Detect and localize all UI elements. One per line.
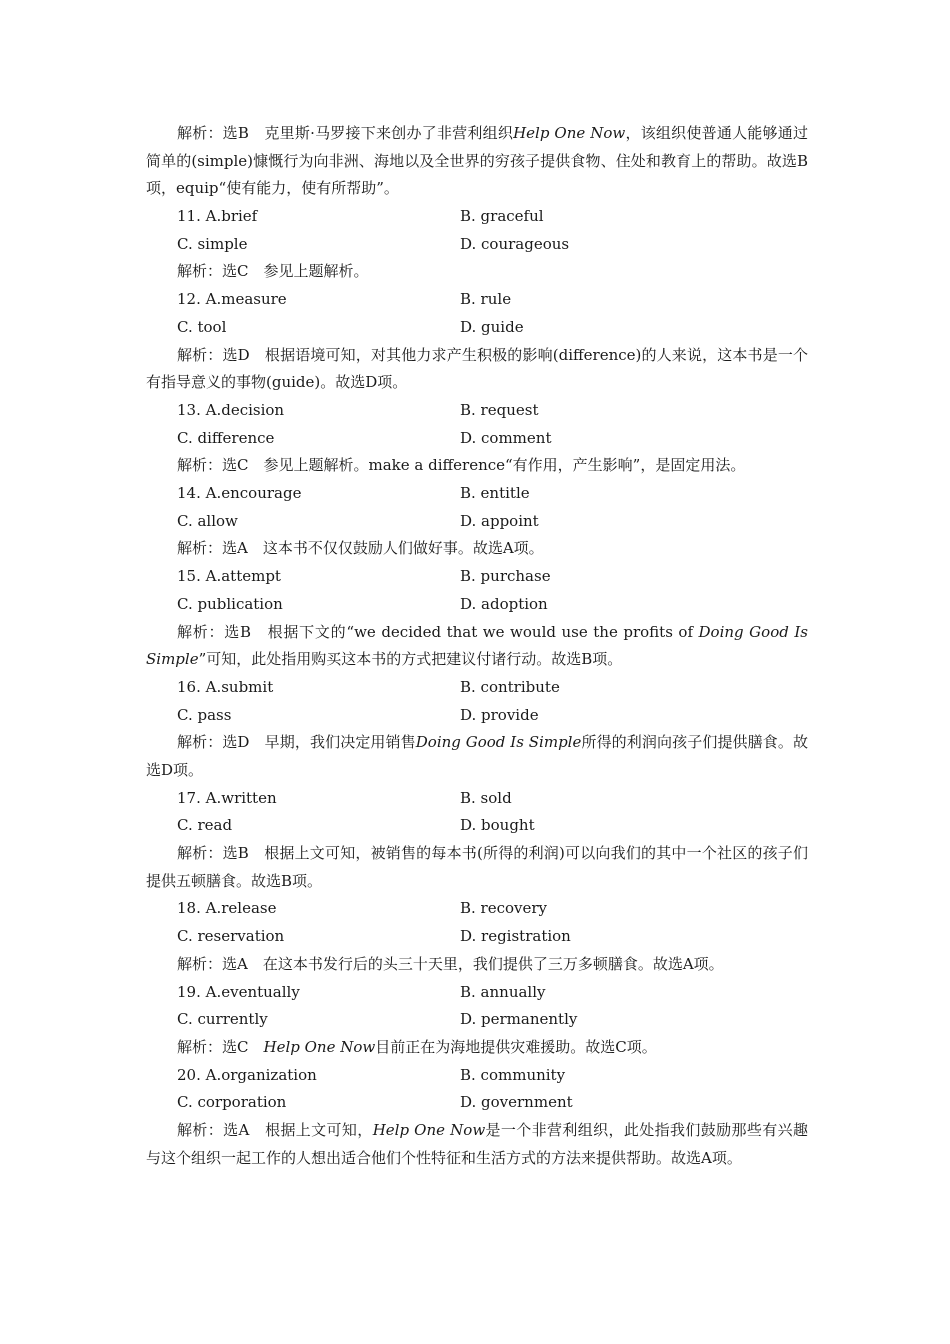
option-right: D. permanently [460, 1010, 578, 1029]
option-row [146, 286, 808, 314]
option-right: B. community [460, 1065, 566, 1084]
option-right: D. adoption [460, 594, 548, 613]
analysis-text: ”可知，此处指用购买这本书的方式把建议付诸行动。故选B项。 [198, 650, 623, 669]
analysis-paragraph [146, 258, 808, 286]
analysis-text: 解析：选A 这本书不仅仅鼓励人们做好事。故选A项。 [177, 539, 544, 558]
italic-title: Help One Now [513, 124, 626, 142]
option-right: B. recovery [460, 899, 548, 918]
option-row [146, 231, 808, 259]
option-right: D. courageous [460, 234, 570, 253]
analysis-text: 目前正在为海地提供灾难援助。故选C项。 [375, 1037, 657, 1056]
option-left: C. read [177, 816, 233, 835]
analysis-paragraph [146, 342, 808, 397]
option-row [146, 812, 808, 840]
analysis-paragraph [146, 840, 808, 895]
analysis-text: 是一个非营利组织，此处指我们鼓励那些有兴趣与这个组织一起工作的人想出适合他们个性特征和生活方式的方法来提供帮助。故选A项。 [146, 1121, 808, 1167]
option-row [146, 508, 808, 536]
option-row [146, 203, 808, 231]
option-left: C. difference [177, 428, 275, 447]
option-left: 13. A.decision [177, 400, 285, 419]
analysis-text: ，该组织使普通人能够通过简单的(simple)慷慨行为向非洲、海地以及全世界的穷孩子提供食物、住处和教育上的帮助。故选B项，equip“使有能力，使有所帮助”。 [146, 124, 808, 198]
option-left: C. currently [177, 1010, 268, 1029]
option-left: 11. A.brief [177, 207, 258, 226]
option-right: B. rule [460, 290, 512, 309]
option-left: C. simple [177, 234, 248, 253]
option-right: D. bought [460, 816, 535, 835]
italic-title: Doing Good Is Simple [146, 622, 808, 669]
analysis-paragraph [146, 1034, 808, 1062]
italic-title: Help One Now [263, 1037, 376, 1056]
option-row [146, 674, 808, 702]
italic-title: Help One Now [372, 1121, 486, 1139]
option-row [146, 397, 808, 425]
option-row [146, 591, 808, 619]
option-row [146, 1006, 808, 1034]
option-row [146, 702, 808, 730]
option-row [146, 923, 808, 951]
option-right: B. contribute [460, 677, 560, 696]
option-right: B. sold [460, 788, 512, 807]
analysis-paragraph [146, 452, 808, 480]
option-row [146, 563, 808, 591]
option-left: 19. A.eventually [177, 982, 300, 1001]
option-row [146, 895, 808, 923]
analysis-text: 解析：选B 根据上文可知，被销售的每本书(所得的利润)可以向我们的其中一个社区的孩子们提供五顿膳食。故选B项。 [146, 844, 808, 890]
option-left: 17. A.written [177, 788, 277, 807]
option-row [146, 480, 808, 508]
option-right: D. guide [460, 317, 524, 336]
analysis-text: 所得的利润向孩子们提供膳食。故选D项。 [146, 733, 808, 779]
option-left: 14. A.encourage [177, 484, 302, 503]
option-right: B. purchase [460, 567, 551, 586]
analysis-paragraph [146, 729, 808, 784]
analysis-text: 解析：选B 根据下文的“we decided that we would use the profits of [177, 622, 699, 641]
analysis-text: 解析：选B 克里斯·马罗接下来创办了非营利组织 [177, 124, 514, 142]
document-page [146, 120, 808, 1172]
italic-title: Doing Good Is Simple [415, 733, 582, 752]
option-left: 16. A.submit [177, 677, 274, 696]
option-row [146, 979, 808, 1007]
option-right: B. annually [460, 982, 546, 1001]
analysis-paragraph [146, 535, 808, 563]
option-right: B. entitle [460, 484, 530, 503]
analysis-paragraph [146, 1117, 808, 1172]
option-row [146, 1089, 808, 1117]
analysis-text: 解析：选C [177, 1037, 264, 1056]
option-right: D. appoint [460, 511, 539, 530]
analysis-paragraph [146, 619, 808, 674]
option-left: C. tool [177, 317, 227, 336]
analysis-paragraph [146, 951, 808, 979]
analysis-text: 解析：选A 在这本书发行后的头三十天里，我们提供了三万多顿膳食。故选A项。 [177, 954, 724, 973]
analysis-text: 解析：选D 根据语境可知，对其他力求产生积极的影响(difference)的人来说，这本书是一个有指导意义的事物(guide)。故选D项。 [146, 345, 808, 392]
option-right: D. comment [460, 428, 552, 447]
option-right: D. provide [460, 705, 539, 724]
option-right: B. request [460, 400, 539, 419]
option-right: D. government [460, 1093, 573, 1112]
analysis-text: 解析：选A 根据上文可知， [177, 1121, 373, 1139]
analysis-text: 解析：选C 参见上题解析。make a difference“有作用，产生影响”，是固定用法。 [177, 456, 746, 475]
analysis-text: 解析：选C 参见上题解析。 [177, 262, 369, 281]
option-left: 20. A.organization [177, 1065, 317, 1084]
option-left: C. corporation [177, 1093, 287, 1112]
option-left: 18. A.release [177, 899, 277, 918]
option-row [146, 314, 808, 342]
analysis-text: 解析：选D 早期，我们决定用销售 [177, 733, 416, 752]
option-left: 12. A.measure [177, 290, 287, 309]
option-left: C. allow [177, 511, 238, 530]
analysis-paragraph [146, 120, 808, 203]
option-left: C. reservation [177, 927, 285, 946]
option-row [146, 425, 808, 453]
option-row [146, 1062, 808, 1090]
option-left: 15. A.attempt [177, 567, 281, 586]
option-left: C. publication [177, 594, 283, 613]
option-right: D. registration [460, 927, 571, 946]
option-row [146, 785, 808, 813]
option-right: B. graceful [460, 207, 544, 226]
option-left: C. pass [177, 705, 232, 724]
